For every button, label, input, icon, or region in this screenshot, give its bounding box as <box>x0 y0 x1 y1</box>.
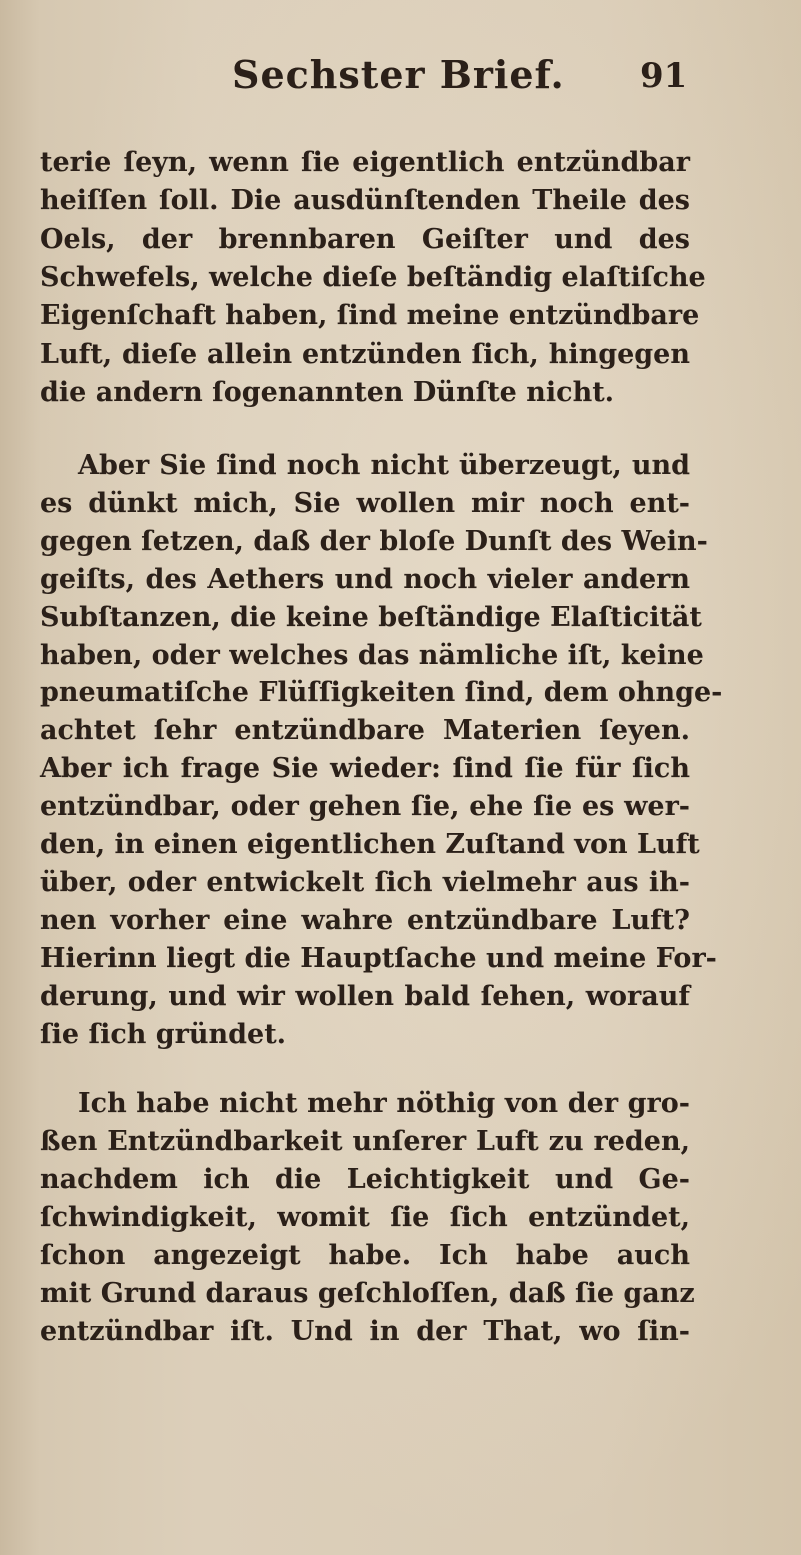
page-header <box>0 52 801 112</box>
text-line: ſie ſich gründet. <box>40 1018 287 1050</box>
text-line: pneumatiſche Flüſſigkeiten ſind, dem ohnge- <box>40 677 723 709</box>
text-line: entzündbar iſt. Und in der That, wo ſin- <box>40 1316 690 1347</box>
text-line: derung, und wir wollen bald ſehen, worauf <box>40 980 690 1012</box>
text-line: Subſtanzen, die keine beſtändige Elaſticität <box>40 601 702 633</box>
text-line: Hierinn liegt die Hauptſache und meine For- <box>40 942 717 974</box>
text-line: mit Grund daraus geſchloſſen, daß ſie ganz <box>40 1278 695 1309</box>
text-line: ſchon angezeigt habe. Ich habe auch <box>40 1240 690 1271</box>
text-line: entzündbar, oder gehen ſie, ehe ſie es wer- <box>40 791 690 823</box>
text-line: geiſts, des Aethers und noch vieler andern <box>40 563 690 595</box>
text-line: nen vorher eine wahre entzündbare Luft? <box>40 904 690 936</box>
text-line: achtet ſehr entzündbare Materien ſeyen. <box>40 715 690 747</box>
text-line: heiſſen ſoll. Die ausdünſtenden Theile des <box>40 185 690 217</box>
text-line: haben, oder welches das nämliche iſt, keine <box>40 639 704 671</box>
text-line: Oels, der brennbaren Geiſter und des <box>40 223 690 255</box>
text-line: ſchwindigkeit, womit ſie ſich entzündet, <box>40 1202 690 1233</box>
text-line: Aber Sie ſind noch nicht überzeugt, und <box>78 450 690 481</box>
running-title: Sechster Brief. <box>232 52 565 97</box>
text-line: gegen ſetzen, daß der bloſe Dunſt des Wein- <box>40 525 708 557</box>
text-line: es dünkt mich, Sie wollen mir noch ent- <box>40 487 690 519</box>
text-line: die andern ſogenannten Dünſte nicht. <box>40 376 615 408</box>
text-line: Luft, dieſe allein entzünden ſich, hingegen <box>40 338 690 370</box>
page-number: 91 <box>640 56 688 96</box>
text-line: nachdem ich die Leichtigkeit und Ge- <box>40 1164 690 1195</box>
text-line: Aber ich frage Sie wieder: ſind ſie für ſich <box>40 753 690 785</box>
text-line: terie ſeyn, wenn ſie eigentlich entzündbar <box>40 147 690 178</box>
text-line: ßen Entzündbarkeit unſerer Luft zu reden, <box>40 1126 690 1157</box>
text-line: Schwefels, welche dieſe beſtändig elaſtiſche <box>40 261 706 293</box>
text-line: über, oder entwickelt ſich vielmehr aus ih- <box>40 866 690 898</box>
text-line: den, in einen eigentlichen Zuſtand von Luft <box>40 829 700 860</box>
text-line: Ich habe nicht mehr nöthig von der gro- <box>78 1088 690 1119</box>
text-line: Eigenſchaft haben, ſind meine entzündbare <box>40 300 700 332</box>
